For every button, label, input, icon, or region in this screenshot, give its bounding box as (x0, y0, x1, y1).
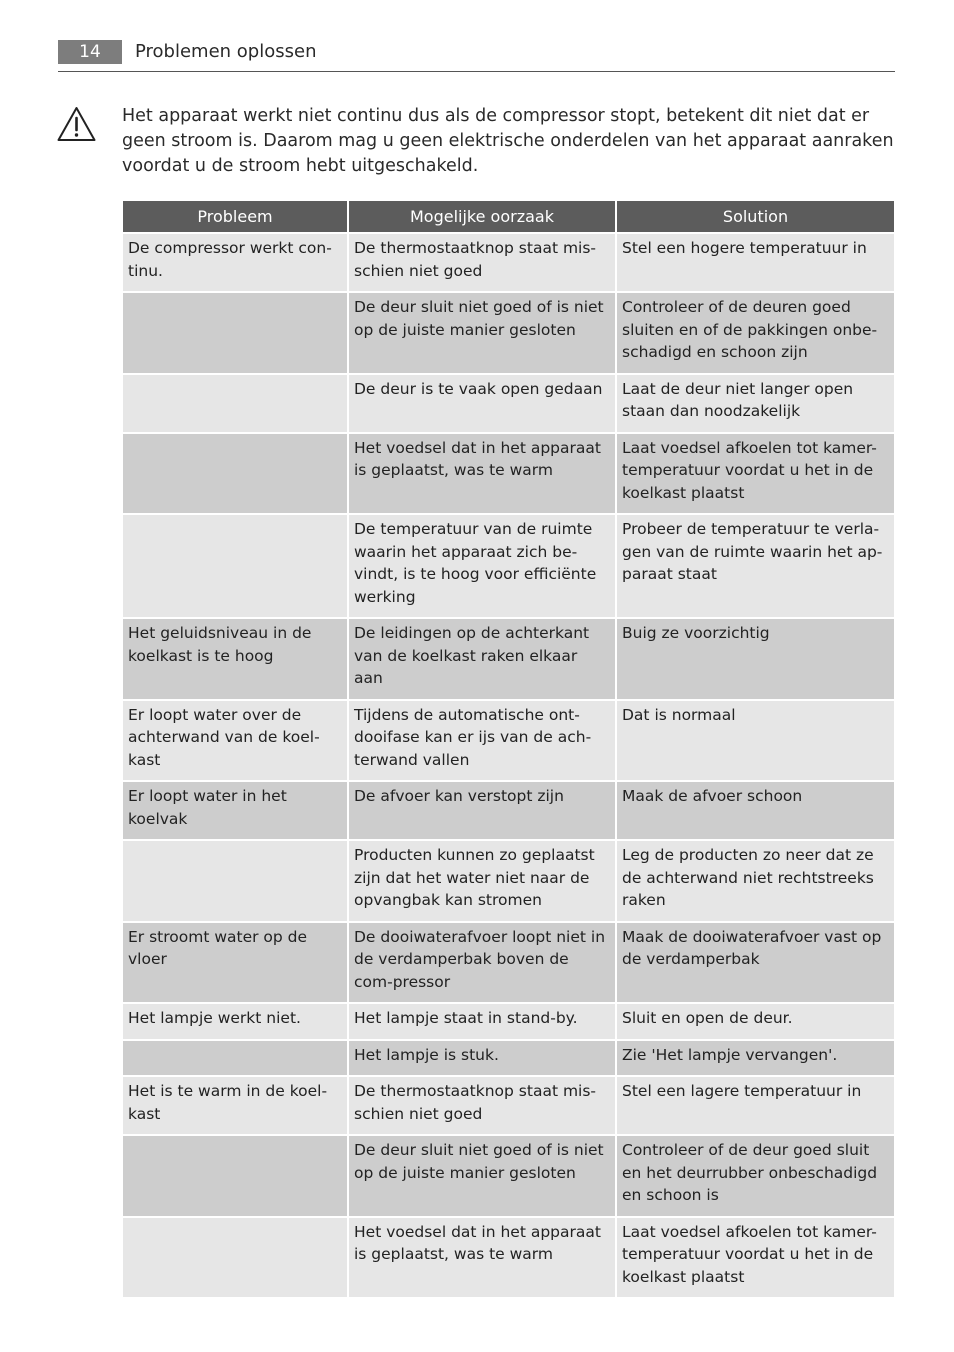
problem-cell: Er stroomt water op de vloer (123, 923, 347, 1003)
solution-cell: Controleer of de deuren goed sluiten en of de pakkingen onbe-schadigd en schoon zijn (617, 293, 894, 373)
cause-cell: De thermostaatknop staat mis-schien niet goed (349, 234, 615, 291)
problem-cell (123, 1218, 347, 1298)
cause-cell: De dooiwaterafvoer loopt niet in de verdamperbak boven de com-pressor (349, 923, 615, 1003)
solution-cell: Sluit en open de deur. (617, 1004, 894, 1039)
table-row (123, 701, 894, 781)
page-header (58, 38, 895, 72)
section-title: Problemen oplossen (135, 41, 317, 62)
table-row (123, 1004, 894, 1039)
table-header-row (123, 201, 894, 232)
table-row (123, 1041, 894, 1076)
solution-cell: Buig ze voorzichtig (617, 619, 894, 699)
problem-cell: Het lampje werkt niet. (123, 1004, 347, 1039)
solution-cell: Dat is normaal (617, 701, 894, 781)
table-row (123, 923, 894, 1003)
problem-cell (123, 1136, 347, 1216)
problem-cell: Het geluidsniveau in de koelkast is te hoog (123, 619, 347, 699)
solution-cell: Zie 'Het lampje vervangen'. (617, 1041, 894, 1076)
troubleshooting-table (121, 199, 896, 1299)
table-row (123, 375, 894, 432)
problem-cell (123, 841, 347, 921)
problem-cell (123, 375, 347, 432)
table-row (123, 782, 894, 839)
cause-cell: Tijdens de automatische ont-dooifase kan er ijs van de ach-terwand vallen (349, 701, 615, 781)
table-row (123, 234, 894, 291)
table-row (123, 1218, 894, 1298)
cause-cell: De leidingen op de achterkant van de koelkast raken elkaar aan (349, 619, 615, 699)
cause-cell: Het voedsel dat in het apparaat is geplaatst, was te warm (349, 1218, 615, 1298)
solution-cell: Maak de dooiwaterafvoer vast op de verdamperbak (617, 923, 894, 1003)
page-number: 14 (58, 40, 122, 64)
problem-cell: Er loopt water over de achterwand van de koel-kast (123, 701, 347, 781)
cause-cell: De thermostaatknop staat mis-schien niet goed (349, 1077, 615, 1134)
problem-cell: Het is te warm in de koel-kast (123, 1077, 347, 1134)
column-header-problem: Probleem (123, 201, 347, 232)
solution-cell: Maak de afvoer schoon (617, 782, 894, 839)
column-header-cause: Mogelijke oorzaak (349, 201, 615, 232)
warning-triangle-icon (57, 106, 96, 142)
problem-cell (123, 1041, 347, 1076)
cause-cell: De deur sluit niet goed of is niet op de juiste manier gesloten (349, 293, 615, 373)
table-row (123, 1077, 894, 1134)
table-row (123, 619, 894, 699)
cause-cell: Producten kunnen zo geplaatst zijn dat het water niet naar de opvangbak kan stromen (349, 841, 615, 921)
problem-cell (123, 515, 347, 617)
table-row (123, 1136, 894, 1216)
cause-cell: Het lampje is stuk. (349, 1041, 615, 1076)
cause-cell: Het lampje staat in stand-by. (349, 1004, 615, 1039)
solution-cell: Stel een lagere temperatuur in (617, 1077, 894, 1134)
problem-cell: Er loopt water in het koelvak (123, 782, 347, 839)
solution-cell: Stel een hogere temperatuur in (617, 234, 894, 291)
table-row (123, 841, 894, 921)
solution-cell: Laat voedsel afkoelen tot kamer-temperatuur voordat u het in de koelkast plaatst (617, 434, 894, 514)
cause-cell: De deur is te vaak open gedaan (349, 375, 615, 432)
table-row (123, 515, 894, 617)
solution-cell: Laat voedsel afkoelen tot kamer-temperatuur voordat u het in de koelkast plaatst (617, 1218, 894, 1298)
problem-cell (123, 293, 347, 373)
solution-cell: Laat de deur niet langer open staan dan noodzakelijk (617, 375, 894, 432)
column-header-solution: Solution (617, 201, 894, 232)
problem-cell (123, 434, 347, 514)
cause-cell: Het voedsel dat in het apparaat is geplaatst, was te warm (349, 434, 615, 514)
cause-cell: De temperatuur van de ruimte waarin het apparaat zich be-vindt, is te hoog voor efficiënte werking (349, 515, 615, 617)
cause-cell: De deur sluit niet goed of is niet op de juiste manier gesloten (349, 1136, 615, 1216)
solution-cell: Probeer de temperatuur te verla-gen van de ruimte waarin het ap-paraat staat (617, 515, 894, 617)
warning-text: Het apparaat werkt niet continu dus als de compressor stopt, betekent dit niet dat er geen stroom is. Daarom mag u geen elektrische onderdelen van het apparaat aanraken voordat u de stroom hebt uitgeschakeld. (122, 106, 894, 176)
solution-cell: Controleer of de deur goed sluit en het deurrubber onbeschadigd en schoon is (617, 1136, 894, 1216)
solution-cell: Leg de producten zo neer dat ze de achterwand niet rechtstreeks raken (617, 841, 894, 921)
problem-cell: De compressor werkt con-tinu. (123, 234, 347, 291)
table-row (123, 293, 894, 373)
cause-cell: De afvoer kan verstopt zijn (349, 782, 615, 839)
table-row (123, 434, 894, 514)
